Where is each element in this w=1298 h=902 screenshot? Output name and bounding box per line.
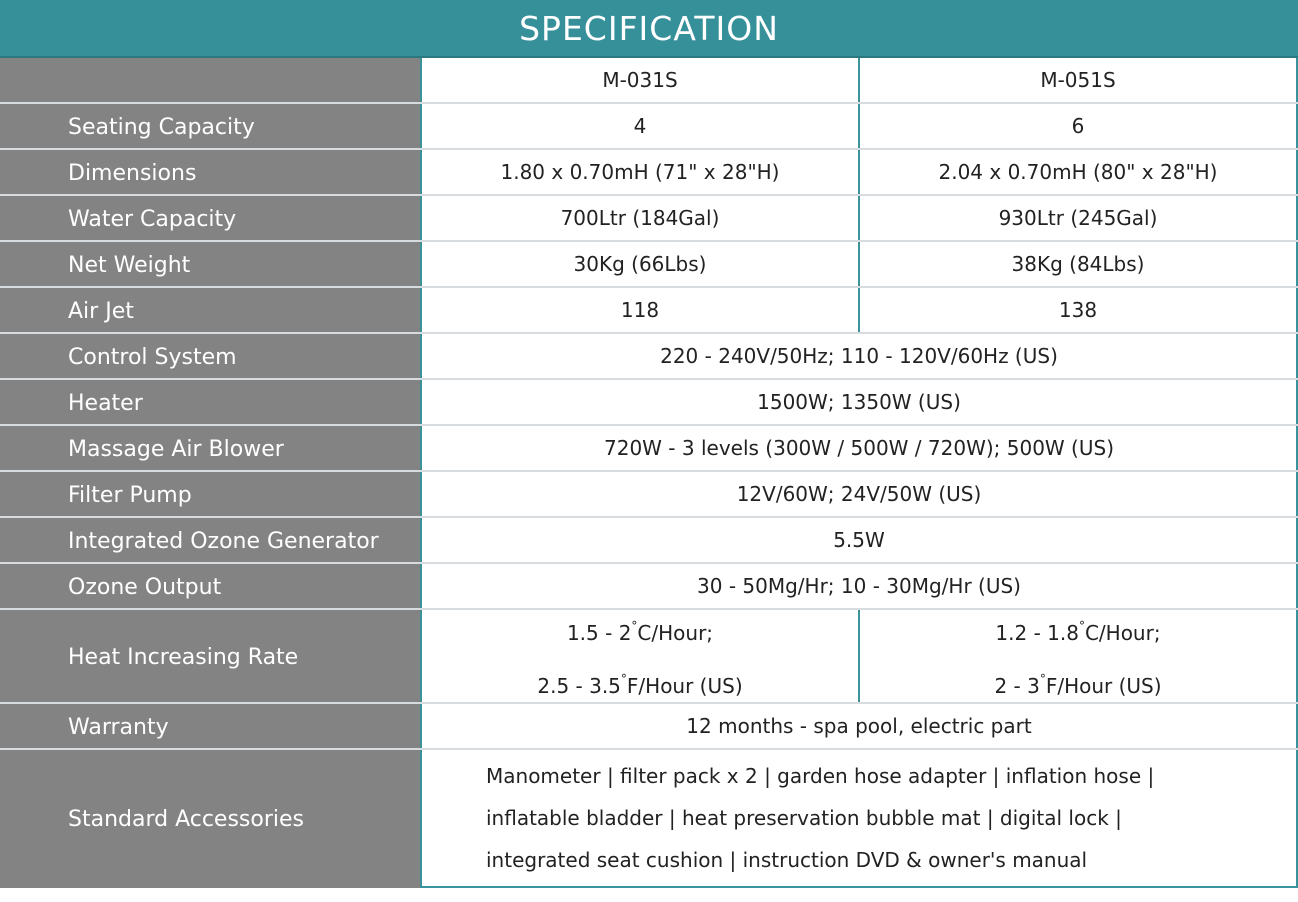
value-cell: 4 bbox=[422, 104, 860, 148]
row-label bbox=[0, 58, 420, 104]
row-label: Massage Air Blower bbox=[0, 426, 420, 472]
model-header-row bbox=[0, 58, 1298, 104]
value-line: 1.5 - 2°C/Hour; bbox=[566, 619, 714, 645]
value-cell: 1500W; 1350W (US) bbox=[757, 390, 961, 414]
row-label: Net Weight bbox=[0, 242, 420, 288]
value-cell: 138 bbox=[1058, 298, 1098, 322]
spec-row-dimensions bbox=[0, 150, 1298, 196]
spec-row-heat-increasing-rate bbox=[0, 610, 1298, 704]
value-cell: 118 bbox=[422, 288, 860, 332]
model-name: M-051S bbox=[1040, 68, 1116, 92]
value-cell: 930Ltr (245Gal) bbox=[998, 206, 1158, 230]
spec-title bbox=[0, 0, 1298, 56]
row-values bbox=[420, 704, 1298, 750]
row-values bbox=[420, 334, 1298, 380]
degree-sign: ° bbox=[1078, 619, 1085, 633]
value-cell: 1.80 x 0.70mH (71" x 28"H) bbox=[422, 150, 860, 194]
value-cell: 30Kg (66Lbs) bbox=[422, 242, 860, 286]
model-name: M-031S bbox=[422, 58, 860, 102]
row-values bbox=[420, 58, 1298, 104]
row-label: Air Jet bbox=[0, 288, 420, 334]
row-values bbox=[420, 288, 1298, 334]
row-values bbox=[420, 750, 1298, 888]
value-cell: 12V/60W; 24V/50W (US) bbox=[736, 482, 982, 506]
value-line: 1.2 - 1.8°C/Hour; bbox=[995, 619, 1161, 645]
value-cell bbox=[422, 610, 860, 702]
row-values bbox=[420, 380, 1298, 426]
value-cell: 700Ltr (184Gal) bbox=[422, 196, 860, 240]
row-values bbox=[420, 104, 1298, 150]
row-label: Integrated Ozone Generator bbox=[0, 518, 420, 564]
spec-row-net-weight bbox=[0, 242, 1298, 288]
spec-row-heater bbox=[0, 380, 1298, 426]
value-cell: 12 months - spa pool, electric part bbox=[686, 714, 1032, 738]
value-line: 2.5 - 3.5°F/Hour (US) bbox=[537, 672, 743, 698]
value-cell: 30 - 50Mg/Hr; 10 - 30Mg/Hr (US) bbox=[697, 574, 1021, 598]
degree-sign: ° bbox=[620, 672, 627, 686]
row-values bbox=[420, 610, 1298, 704]
row-label: Heat Increasing Rate bbox=[0, 610, 420, 704]
value-cell bbox=[860, 610, 1296, 702]
accessories-list bbox=[486, 755, 1154, 881]
row-label: Control System bbox=[0, 334, 420, 380]
degree-sign: ° bbox=[631, 619, 638, 633]
value-line: 2 - 3°F/Hour (US) bbox=[994, 672, 1162, 698]
spec-row-air-jet bbox=[0, 288, 1298, 334]
value-cell: 5.5W bbox=[833, 528, 885, 552]
row-label: Filter Pump bbox=[0, 472, 420, 518]
spec-row-control-system bbox=[0, 334, 1298, 380]
row-label: Heater bbox=[0, 380, 420, 426]
row-values bbox=[420, 242, 1298, 288]
spec-row-water-capacity bbox=[0, 196, 1298, 242]
row-values bbox=[420, 472, 1298, 518]
spec-row-warranty bbox=[0, 704, 1298, 750]
row-values bbox=[420, 518, 1298, 564]
row-values bbox=[420, 564, 1298, 610]
accessories-line: Manometer | filter pack x 2 | garden hose adapter | inflation hose | bbox=[486, 764, 1155, 788]
row-label: Seating Capacity bbox=[0, 104, 420, 150]
value-cell: 720W - 3 levels (300W / 500W / 720W); 500W (US) bbox=[604, 436, 1114, 460]
row-label: Water Capacity bbox=[0, 196, 420, 242]
row-values bbox=[420, 196, 1298, 242]
spec-row-standard-accessories bbox=[0, 750, 1298, 888]
accessories-line: integrated seat cushion | instruction DVD & owner's manual bbox=[486, 848, 1088, 872]
spec-row-seating-capacity bbox=[0, 104, 1298, 150]
value-cell bbox=[422, 750, 1296, 886]
spec-table bbox=[0, 58, 1298, 888]
row-label: Warranty bbox=[0, 704, 420, 750]
value-cell: 220 - 240V/50Hz; 110 - 120V/60Hz (US) bbox=[660, 344, 1058, 368]
row-values bbox=[420, 150, 1298, 196]
row-label: Dimensions bbox=[0, 150, 420, 196]
degree-sign: ° bbox=[1039, 672, 1046, 686]
value-cell: 38Kg (84Lbs) bbox=[1011, 252, 1145, 276]
row-label: Standard Accessories bbox=[0, 750, 420, 888]
row-values bbox=[420, 426, 1298, 472]
value-cell: 2.04 x 0.70mH (80" x 28"H) bbox=[938, 160, 1218, 184]
row-label: Ozone Output bbox=[0, 564, 420, 610]
spec-row-massage-air-blower bbox=[0, 426, 1298, 472]
value-cell: 6 bbox=[1071, 114, 1085, 138]
spec-row-filter-pump bbox=[0, 472, 1298, 518]
accessories-line: inflatable bladder | heat preservation bubble mat | digital lock | bbox=[486, 806, 1122, 830]
spec-title-text: SPECIFICATION bbox=[519, 8, 779, 48]
spec-row-integrated-ozone-generator bbox=[0, 518, 1298, 564]
